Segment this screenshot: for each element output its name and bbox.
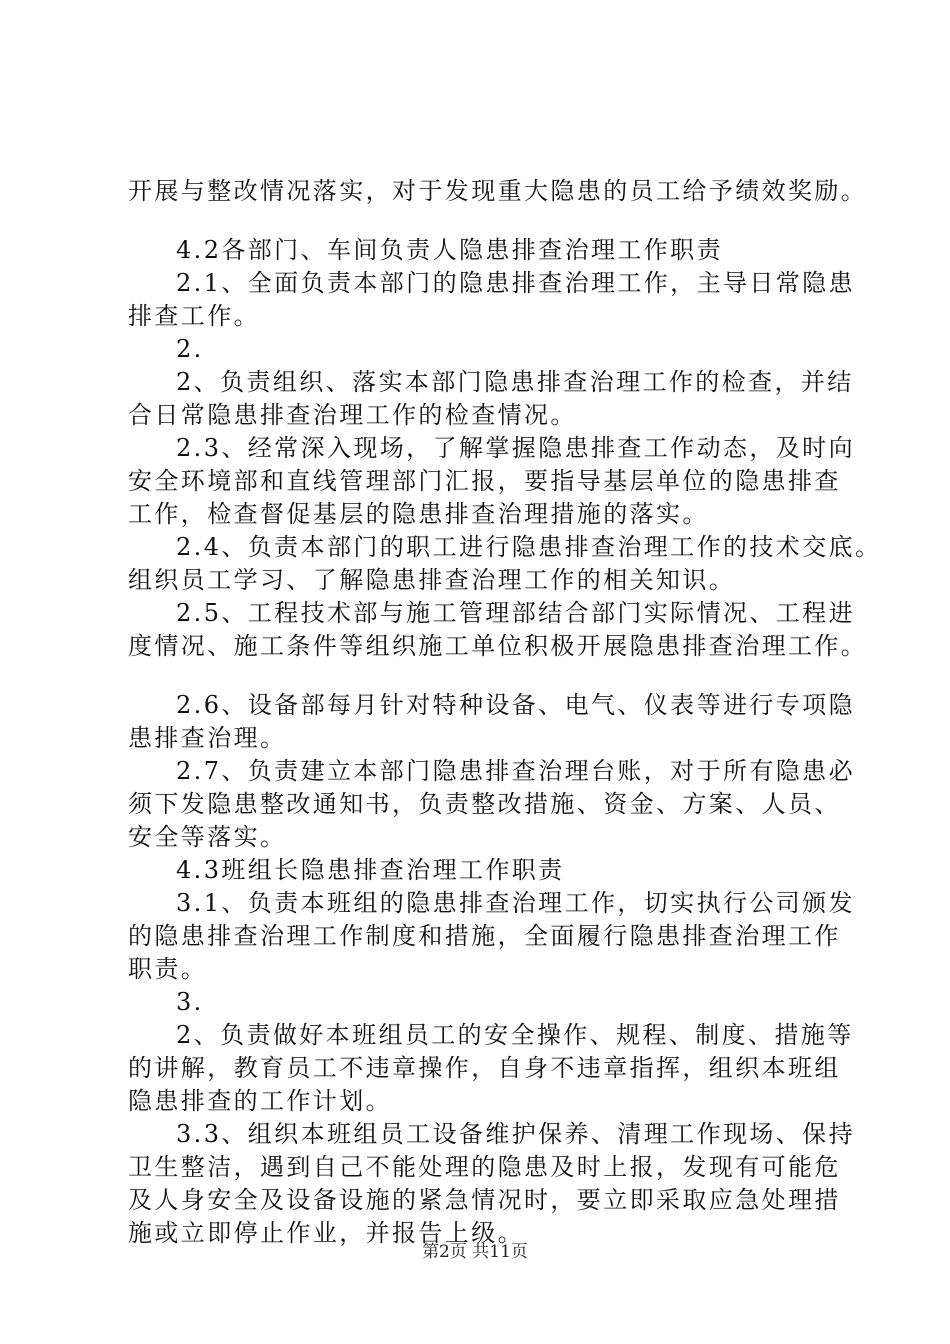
- text-line: 2、负责组织、落实本部门隐患排查治理工作的检查，并结: [176, 368, 854, 396]
- section-heading: 4.2各部门、车间负责人隐患排查治理工作职责: [176, 236, 723, 264]
- text-line: 患排查治理。: [128, 724, 287, 752]
- text-line: 3.3、组织本班组员工设备维护保养、清理工作现场、保持: [176, 1120, 855, 1148]
- text-line: 2.3、经常深入现场，了解掌握隐患排查工作动态，及时向: [176, 434, 855, 462]
- text-line: 安全环境部和直线管理部门汇报，要指导基层单位的隐患排查: [128, 467, 841, 495]
- text-line: 开展与整改情况落实，对于发现重大隐患的员工给予绩效奖励。: [128, 177, 868, 205]
- text-line: 组织员工学习、了解隐患排查治理工作的相关知识。: [128, 566, 736, 594]
- text-line: 的隐患排查治理工作制度和措施，全面履行隐患排查治理工作: [128, 922, 841, 950]
- text-line: 施或立即停止作业，并报告上级。: [128, 1219, 524, 1247]
- text-line: 3.1、负责本班组的隐患排查治理工作，切实执行公司颁发: [176, 889, 855, 917]
- text-line: 安全等落实。: [128, 823, 287, 851]
- text-line: 工作，检查督促基层的隐患排查治理措施的落实。: [128, 500, 709, 528]
- text-line: 2.1、全面负责本部门的隐患排查治理工作，主导日常隐患: [176, 269, 855, 297]
- text-line: 卫生整洁，遇到自己不能处理的隐患及时上报，发现有可能危: [128, 1153, 841, 1181]
- text-line: 职责。: [128, 955, 208, 983]
- text-line: 合日常隐患排查治理工作的检查情况。: [128, 401, 577, 429]
- text-line: 排查工作。: [128, 302, 260, 330]
- text-line: 度情况、施工条件等组织施工单位积极开展隐患排查治理工作。: [128, 632, 868, 660]
- text-line: 2、负责做好本班组员工的安全操作、规程、制度、措施等: [176, 1021, 854, 1049]
- text-line: 2.5、工程技术部与施工管理部结合部门实际情况、工程进: [176, 599, 855, 627]
- text-line: 2.: [176, 335, 204, 363]
- text-line: 2.4、负责本部门的职工进行隐患排查治理工作的技术交底。: [176, 533, 882, 561]
- text-line: 的讲解，教育员工不违章操作，自身不违章指挥，组织本班组: [128, 1054, 841, 1082]
- text-line: 2.6、设备部每月针对特种设备、电气、仪表等进行专项隐: [176, 691, 855, 719]
- section-heading: 4.3班组长隐患排查治理工作职责: [176, 856, 565, 884]
- page-number-footer: 第2页 共11页: [422, 1242, 528, 1262]
- text-line: 2.7、负责建立本部门隐患排查治理台账，对于所有隐患必: [176, 757, 855, 785]
- text-line: 隐患排查的工作计划。: [128, 1087, 392, 1115]
- text-line: 3.: [176, 988, 204, 1016]
- text-line: 须下发隐患整改通知书，负责整改措施、资金、方案、人员、: [128, 790, 841, 818]
- text-line: 及人身安全及设备设施的紧急情况时，要立即采取应急处理措: [128, 1186, 841, 1214]
